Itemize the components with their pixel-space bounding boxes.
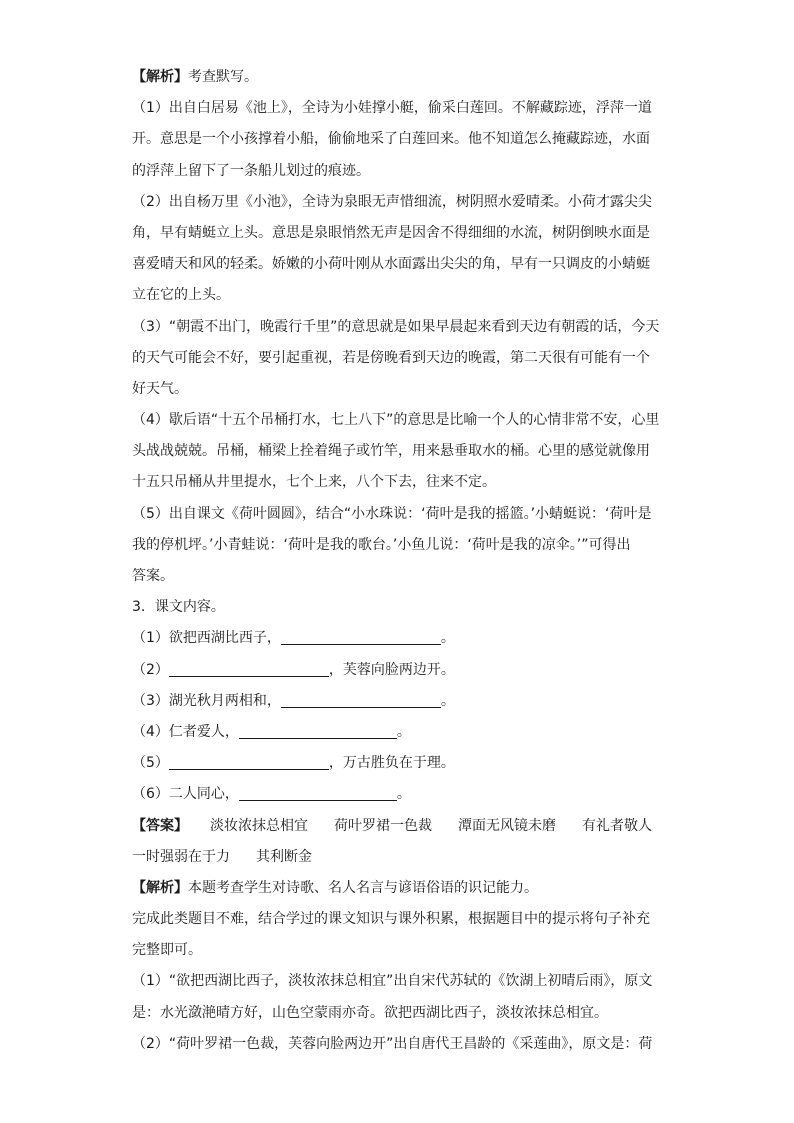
analysis-tag: 【解析】 (132, 879, 188, 896)
explanation-item-4 (132, 405, 660, 499)
text-line: （4）歇后语“十五个吊桶打水，七上八下”的意思是比喻一个人的心情非常不安，心里 (132, 412, 660, 429)
question-suffix: ，芙蓉向脸两边开。 (328, 661, 455, 678)
answer-blank (239, 722, 397, 739)
answer-blank (239, 784, 397, 801)
text-line: 完整即可。 (132, 942, 202, 959)
question-prefix: （1）欲把西湖比西子， (132, 630, 281, 647)
answer-blank (281, 628, 441, 645)
text-line: 喜爱晴天和风的轻柔。娇嫩的小荷叶刚从水面露出尖尖的角，早有一只调皮的小蜻蜓 (132, 256, 650, 273)
answer-blank (281, 691, 441, 708)
question-suffix: 。 (396, 786, 411, 803)
question-prefix: （6）二人同心， (132, 786, 239, 803)
question-title: 3．课文内容。 (132, 599, 225, 616)
text-line: （2）“荷叶罗裙一色裁，芙蓉向脸两边开”出自唐代王昌龄的《采莲曲》，原文是：荷 (132, 1035, 653, 1052)
text-line: （1）“欲把西湖比西子，淡妆浓抹总相宜”出自宋代苏轼的《饮湖上初晴后雨》，原文 (132, 973, 653, 990)
text-line: 的天气可能会不好，要引起重视，若是傍晚看到天边的晚霞，第二天很有可能有一个 (132, 349, 650, 366)
answer-item: 淡妆浓抹总相宜 (210, 817, 308, 834)
explanation-item-1 (132, 93, 660, 187)
text-line: （2）出自杨万里《小池》，全诗为泉眼无声惜细流，树阴照水爱晴柔。小荷才露尖尖 (132, 193, 652, 210)
question-suffix: 。 (440, 692, 455, 709)
explanation-item-3 (132, 312, 660, 406)
explanation-item-5 (132, 499, 660, 593)
fill-blank-question-4 (132, 717, 660, 748)
answer-item: 有礼者敬人 (582, 817, 652, 834)
question-prefix: （4）仁者爱人， (132, 723, 239, 740)
answer-blank (169, 660, 329, 677)
text-line: （3）“朝霞不出门，晚霞行千里”的意思就是如果早晨起来看到天边有朝霞的话，今天 (132, 318, 660, 335)
answer-blank (169, 753, 329, 770)
question-suffix: 。 (396, 723, 411, 740)
fill-blank-question-5 (132, 748, 660, 779)
answer-item: 其利断金 (256, 848, 312, 865)
analysis-text: 本题考查学生对诗歌、名人名言与谚语俗语的识记能力。 (188, 879, 538, 896)
text-line: 我的停机坪。’小青蛙说：‘荷叶是我的歌台。’小鱼儿说：‘荷叶是我的凉伞。’”可得出 (132, 536, 631, 553)
explanation-item-2 (132, 187, 660, 312)
fill-blank-question-1 (132, 623, 660, 654)
text-line: 角，早有蜻蜓立上头。意思是泉眼悄然无声是因舍不得细细的水流，树阴倒映水面是 (132, 224, 650, 241)
analysis-text: 考查默写。 (188, 69, 258, 85)
explain-item-2 (132, 1029, 660, 1060)
fill-blank-question-3 (132, 686, 660, 717)
text-line: 答案。 (132, 568, 174, 584)
answer-line-2 (132, 842, 660, 873)
analysis-body (132, 904, 660, 966)
text-line: 是：水光潋滟晴方好，山色空蒙雨亦奇。欲把西湖比西子，淡妆浓抹总相宜。 (132, 1004, 608, 1021)
text-line: 头战战兢兢。吊桶，桶梁上拴着绳子或竹竿，用来悬垂取水的桶。心里的感觉就像用 (132, 443, 650, 460)
question-suffix: 。 (440, 630, 455, 647)
text-line: 完成此类题目不难，结合学过的课文知识与课外积累，根据题目中的提示将句子补充 (132, 911, 650, 928)
answer-item: 荷叶罗裙一色裁 (334, 817, 432, 834)
text-line: 开。意思是一个小孩撑着小船，偷偷地采了白莲回来。他不知道怎么掩藏踪迹，水面 (132, 131, 650, 148)
text-line: 立在它的上头。 (132, 287, 230, 304)
analysis-heading (132, 62, 660, 93)
question-suffix: ，万古胜负在于理。 (328, 755, 455, 772)
text-line: 十五只吊桶从井里提水，七个上来，八个下去，往来不定。 (132, 474, 496, 491)
text-line: （5）出自课文《荷叶圆圆》，结合“小水珠说：‘荷叶是我的摇篮。’小蜻蜓说：‘荷叶是 (132, 505, 652, 522)
question-prefix: （2） (132, 661, 169, 678)
question-prefix: （5） (132, 755, 169, 772)
answer-line-1 (132, 811, 660, 842)
answer-item: 一时强弱在于力 (132, 848, 230, 865)
answer-item: 潭面无风镜未磨 (458, 817, 556, 834)
fill-blank-question-2 (132, 655, 660, 686)
text-line: 好天气。 (132, 380, 188, 397)
question-prefix: （3）湖光秋月两相和， (132, 692, 281, 709)
fill-blank-question-6 (132, 779, 660, 810)
answer-tag: 【答案】 (132, 817, 188, 834)
analysis-heading-2 (132, 873, 660, 904)
explain-item-1 (132, 966, 660, 1028)
analysis-tag: 【解析】 (132, 69, 188, 85)
text-line: （1）出自白居易《池上》，全诗为小娃撑小艇，偷采白莲回。不解藏踪迹，浮萍一道 (132, 100, 652, 117)
text-line: 的浮萍上留下了一条船儿划过的痕迹。 (132, 162, 370, 179)
page-content (132, 62, 660, 1060)
